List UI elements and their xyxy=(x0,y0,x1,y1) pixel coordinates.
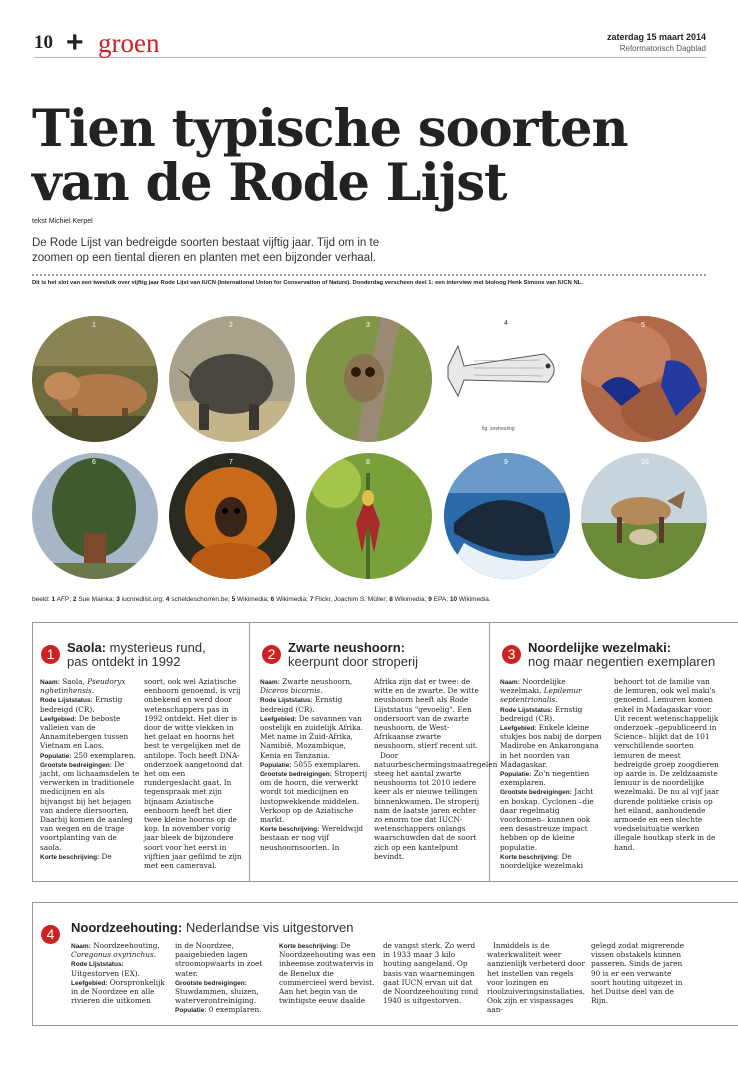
series-note: Dit is het slot van een tweeluik over vijftig jaar Rode Lijst van IUCN (International Union for Conservation of Nature). Donderdag verscheen deel 1: een interview met bioloog Henk Simons van IUCN NL. xyxy=(32,280,583,286)
orchid-photo xyxy=(306,453,432,579)
species-description: soort, ook wel Aziatische eenhoorn genoemd, is vrij onbekend en werd door wetenschappers pas in 1992 ontdekt. Het dier is door de witte vlekken in het gelaat en hoorns het best te vergelijken met de antilope. Toch heeft DNA-onderzoek aangetoond dat het om een rundergeslacht gaat. In tegenspraak met zijn bijnaam Aziatische eenhoorn heeft het dier twee kleine hoorns op de kop. In november vorig jaar bleek de bijzondere soort voor het eerst in vijftien jaar gefilmd te zijn met een cameraval. xyxy=(144,677,243,871)
horse-photo xyxy=(581,453,707,579)
photo-number: 10 xyxy=(641,459,649,466)
publication-name: Reformatorisch Dagblad xyxy=(619,44,706,53)
photo-number: 1 xyxy=(92,322,96,329)
species-description-3: Inmiddels is de waterkwaliteit weer aanzienlijk verbeterd door het instellen van regels voor lozingen en rioolzuiveringsinstallaties. Ook zijn er vispassages aan- xyxy=(487,941,585,1015)
species-number-badge: 3 xyxy=(502,645,521,664)
tree-photo xyxy=(32,453,158,579)
species-title: Noordzeehouting: Nederlandse vis uitgestorven xyxy=(71,920,354,935)
species-description: Afrika zijn dat er twee: de witte en de zwarte. De witte neushoorn heeft als Rode Lijststatus "gevoelig". Een ondersoort van de zwarte neushoorn, de West-Afrikaanse zwarte neushoorn, stierf recent uit. Door natuurbeschermingsmaatregelen steeg het aantal zwarte neushoorns tot 2010 iedere keer als er nieuwe tellingen binnenkwamen. De stroperij nam de laatste jaren echter zo enorm toe dat IUCN-wetenschappers onlangs waarschuwden dat de soort zich op een kantelpunt bevindt. xyxy=(374,677,498,861)
species-box-1 xyxy=(32,622,250,882)
species-facts: Naam: Noordzeehouting, Coregonus oxyrinchus. Rode Lijststatus: Uitgestorven (EX). Leefgebied: Oorspronkelijk in de Noordzee en alle rivieren die uitkomen xyxy=(71,941,165,1006)
species-description: behoort tot de familie van de lemuren, ook wel maki's genoemd. Lemuren komen enkel in Madagaskar voor. Uit recent wetenschappelijk onderzoek –gepubliceerd in Science– blijkt dat de 101 verschillende soorten lemuren de meest bedreigde groep zoogdieren op aarde is. De zeldzaamste lemuur is de noordelijke wezelmaki. De nu al vijf jaar durende politieke crisis op het eiland, aanhoudende armoede en een slechte voedselsituatie werken illegale houtkap sterk in de hand. xyxy=(614,677,720,852)
species-box-2 xyxy=(250,622,498,882)
species-box-4 xyxy=(32,902,738,1026)
species-facts-cont: in de Noordzee, paaigebieden lagen stroomopwaarts in zoet water. Grootste bedreigingen: Stuwdammen, sluizen, waterverontreiniging. Populatie: 0 exemplaren. xyxy=(175,941,263,1015)
photo-number: 2 xyxy=(229,322,233,329)
photo-number: 3 xyxy=(366,322,370,329)
whale-photo xyxy=(444,453,570,579)
rhino-photo xyxy=(169,316,295,442)
species-box-3 xyxy=(490,622,738,882)
species-description-4: gelegd zodat migrerende vissen obstakels kunnen passeren. Sinds de jaren 90 is er een verwante soort houting uitgezet in het Duitse deel van de Rijn. xyxy=(591,941,685,1006)
species-title: Saola: mysterieus rund, pas ontdekt in 1992 xyxy=(67,640,206,669)
byline: tekst Michiel Kerpel xyxy=(32,218,93,225)
species-facts: Naam: Noordelijke wezelmaki, Lepilemur septentrionalis. Rode Lijststatus: Ernstig bedreigd (CR). Leefgebied: Enkele kleine stukjes bos nabij de dorpen Madirobe en Ankarongana in het noorden van Madagaskar. Populatie: Zo'n negentien exemplaren. Grootste bedreigingen: Jacht en boskap. Cyclonen –die daar regelmatig voorkomen– kunnen ook een desastreuze impact hebben op de kleine populatie. Korte beschrijving: De noordelijke wezelmaki xyxy=(500,677,602,871)
species-description-2: de vangst sterk. Zo werd in 1933 maar 3 kilo houting aangeland. Op basis van waarnemingen gaat IUCN ervan uit dat de Noordzeehouting rond 1940 is uitgestorven. xyxy=(383,941,479,1006)
photo-number: 6 xyxy=(92,459,96,466)
species-facts: Naam: Zwarte neushoorn, Diceros bicornis. Rode Lijststatus: Ernstig bedreigd (CR). Leefgebied: De savannen van oostelijk en zuidelijk Afrika. Met name in Zuid-Afrika, Namibië, Mozambique, Kenia en Tanzania. Populatie: 5055 exemplaren. Grootste bedreigingen: Stroperij om de hoorn, die verwerkt wordt tot medicijnen en lustopwekkende middelen. Verkoop op de Aziatische markt. Korte beschrijving: Wereldwijd bestaan er nog vijf neushoornsoorten. In xyxy=(260,677,368,852)
species-number-badge: 1 xyxy=(41,645,60,664)
saola-photo xyxy=(32,316,158,442)
fish-drawing xyxy=(444,316,570,442)
species-title: Zwarte neushoorn: keerpunt door stroperij xyxy=(288,640,419,669)
intro-text: De Rode Lijst van bedreigde soorten bestaat vijftig jaar. Tijd om in te zoomen op een tiental dieren en planten met een bijzonder verhaal. xyxy=(32,237,380,264)
photo-number: 4 xyxy=(504,320,508,327)
tamarin-photo xyxy=(169,453,295,579)
macaw-photo xyxy=(581,316,707,442)
species-number-badge: 4 xyxy=(41,925,60,944)
plus-icon: + xyxy=(66,26,84,59)
lemur-photo xyxy=(306,316,432,442)
drawing-caption: fig. zeehouting xyxy=(482,426,515,432)
page-header xyxy=(34,28,706,58)
photo-credits: beeld: 1 AFP; 2 Sue Mainka; 3 iucnredlist.org; 4 scheldeschorren.be; 5 Wikimedia; 6 Wikimedia; 7 Flickr, Joachim S. Müller; 8 Wikimedia; 9 EPA; 10 Wikimedia. xyxy=(32,596,491,603)
species-number-badge: 2 xyxy=(262,645,281,664)
species-facts: Naam: Saola, Pseudoryx nghetinhensis. Rode Lijststatus: Ernstig bedreigd (CR). Leefgebied: De beboste valleien van de Annamitebergen tussen Vietnam en Laos. Populatie: 250 exemplaren. Grootste bedreigingen: De jacht, om lichaamsdelen te verwerken in traditionele medicijnen en als bijvangst bij het bejagen van andere diersoorten. Daarbij komen de aanleg van wegen en de trage voortplanting van de saola. Korte beschrijving: De xyxy=(40,677,140,861)
species-title: Noordelijke wezelmaki: nog maar negentien exemplaren xyxy=(528,640,716,669)
headline: Tien typische soorten van de Rode Lijst xyxy=(32,99,628,213)
photo-number: 9 xyxy=(504,459,508,466)
dotted-divider xyxy=(32,274,706,276)
section-title: groen xyxy=(98,28,160,58)
issue-date: zaterdag 15 maart 2014 xyxy=(606,32,706,42)
species-description: Korte beschrijving: De Noordzeehouting was een inheemse zoutwatervis in de Benelux die commercieel werd bevist. Aan het begin van de twintigste eeuw daalde xyxy=(279,941,376,1006)
photo-number: 8 xyxy=(366,459,370,466)
page-number: 10 xyxy=(34,32,53,53)
photo-number: 7 xyxy=(229,459,233,466)
photo-number: 5 xyxy=(641,322,645,329)
